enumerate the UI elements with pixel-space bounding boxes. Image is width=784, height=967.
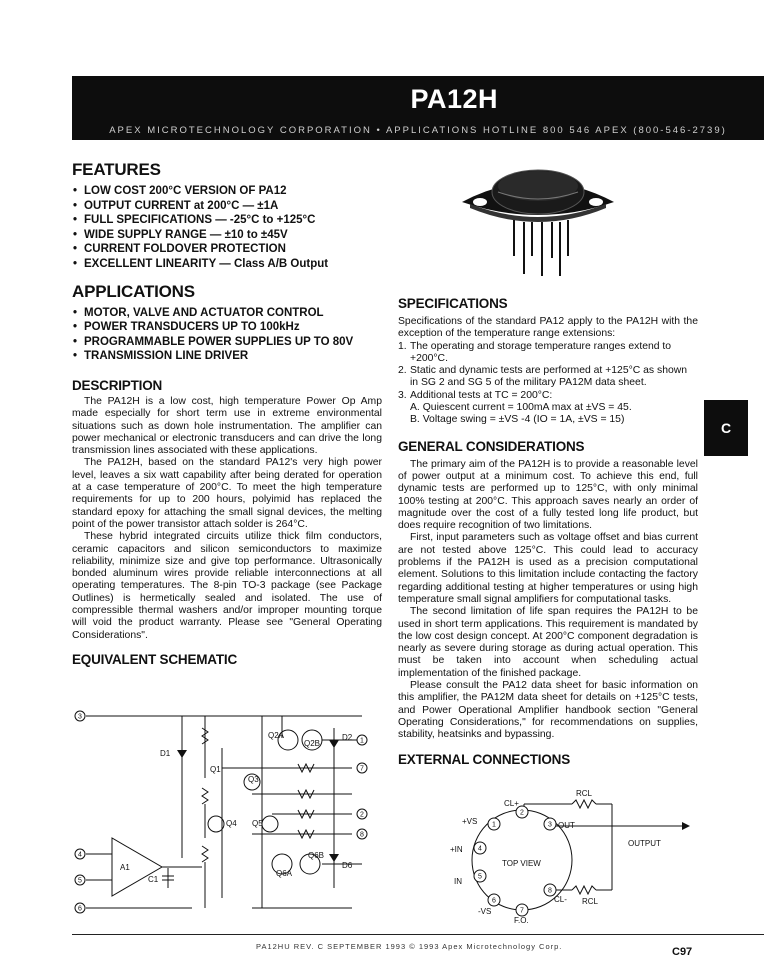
- page-number: C97: [672, 946, 693, 958]
- general-paragraph: Please consult the PA12 data sheet for basic information on this amplifier, the PA12M data sheet for details on +125°C tests, and Power Operational Amplifier handbook section "General Operating Considerations," for recommendations on supplies, stability, heatsinks and bypassing.: [398, 680, 698, 741]
- connection-label: -VS: [478, 907, 492, 916]
- connection-label: IN: [454, 877, 462, 886]
- applications-list: [72, 306, 382, 364]
- pin-number: 1: [492, 821, 496, 829]
- feature-item: • LOW COST 200°C VERSION OF PA12: [72, 184, 382, 199]
- connection-label: TOP VIEW: [502, 859, 541, 868]
- spec-item: 1. The operating and storage temperature ranges extend to +200°C.: [398, 340, 672, 364]
- pin-number: 5: [478, 873, 482, 881]
- pin-number: 7: [520, 907, 524, 915]
- pin-label: 8: [360, 831, 364, 839]
- component-label: A1: [120, 863, 130, 872]
- connection-label: F.O.: [514, 916, 529, 925]
- header-banner: [72, 76, 764, 140]
- component-label: Q2A: [268, 731, 285, 740]
- general-considerations-heading: GENERAL CONSIDERATIONS: [398, 438, 585, 454]
- general-paragraph: The primary aim of the PA12H is to provide a reasonable level of power output at a minimum cost. To achieve this end, full dynamic tests are performed up to 125°C, with only minimal 100% testing at 200°C. This approach saves nearly an order of magnitude over the cost of a fully tested long life product, but does require recognition of two limitations.: [398, 458, 698, 532]
- pin-number: 2: [520, 809, 524, 817]
- component-label: Q5: [252, 819, 263, 828]
- pin-number: 8: [548, 887, 552, 895]
- footer-revision: PA12HU REV. C SEPTEMBER 1993 © 1993 Apex Microtechnology Corp.: [256, 942, 563, 951]
- spec-item: 3. Additional tests at TC = 200°C:: [398, 389, 553, 401]
- description-heading: DESCRIPTION: [72, 377, 163, 393]
- applications-heading: APPLICATIONS: [72, 281, 195, 301]
- footer-divider: [72, 934, 764, 935]
- application-item: • TRANSMISSION LINE DRIVER: [72, 349, 382, 364]
- specifications-intro: Specifications of the standard PA12 apply to the PA12H with the exception of the temperature range extensions:: [398, 316, 698, 340]
- component-label: C1: [148, 875, 159, 884]
- description-paragraph: These hybrid integrated circuits utilize thick film conductors, ceramic capacitors and silicon semiconductors to maximize reliability, minimize size and give top performance. Ultrasonically bonded aluminum wires provide reliable interconnections at all operating temperatures. The 8-pin TO-3 package (see Package Outlines) is hermetically sealed and isolated. The use of compressible thermal washers and/or improper mounting torque will void the product warranty. Please see "General Operating Considerations".: [72, 531, 382, 641]
- connection-label: +IN: [450, 845, 463, 854]
- company-strip: APEX MICROTECHNOLOGY CORPORATION • APPLICATIONS HOTLINE 800 546 APEX (800-546-2739): [109, 125, 727, 136]
- features-heading: FEATURES: [72, 160, 161, 179]
- connection-label: RCL: [582, 897, 599, 906]
- pin-number: 4: [478, 845, 482, 853]
- product-title: PA12H: [410, 84, 498, 114]
- external-connections-heading: EXTERNAL CONNECTIONS: [398, 751, 571, 767]
- pin-label: 2: [360, 811, 364, 819]
- component-label: Q4: [226, 819, 237, 828]
- pin-label: 7: [360, 765, 364, 773]
- pin-label: 6: [78, 905, 82, 913]
- component-label: D2: [342, 733, 353, 742]
- pin-label: 4: [78, 851, 82, 859]
- specifications-list: [398, 341, 698, 427]
- description-paragraph: The PA12H, based on the standard PA12's very high power level, leaves a six watt capability after being derated for operation at a case temperature of 200°C. To meet the high temperature requirements for up to 200 hours, polyimid has replaced the standard epoxy for attaching the small signal devices, the melting point of the power transistor attach solder is 264°C.: [72, 457, 382, 530]
- application-item: • POWER TRANSDUCERS UP TO 100kHz: [72, 320, 382, 335]
- connection-label: OUTPUT: [628, 839, 661, 848]
- component-label: Q2B: [304, 739, 321, 748]
- pin-number: 3: [548, 821, 552, 829]
- features-list: [72, 184, 382, 272]
- general-paragraph: The second limitation of life span requires the PA12H to be used in short term applications. This requirement is mandated by the low cost design concept. At 200°C component degradation is nearly as severe during storage as during actual operation. This must be taken into account when scheduling actual implementation of the finished package.: [398, 606, 698, 679]
- feature-item: • WIDE SUPPLY RANGE — ±10 to ±45V: [72, 228, 382, 243]
- component-label: D6: [342, 861, 353, 870]
- feature-item: • OUTPUT CURRENT at 200°C — ±1A: [72, 199, 382, 214]
- specifications-heading: SPECIFICATIONS: [398, 296, 508, 311]
- spec-subitem: B. Voltage swing = ±VS -4 (IO = 1A, ±VS = 15): [410, 414, 625, 426]
- component-label: D1: [160, 749, 171, 758]
- feature-item: • CURRENT FOLDOVER PROTECTION: [72, 242, 382, 257]
- connection-label: CL-: [554, 895, 567, 904]
- general-paragraph: First, input parameters such as voltage offset and bias current are not tested above 125°C. This could lead to accuracy problems if the PA12H is used as a precision computational element. Solutions to this limitation include contacting the factory regarding additional testing at higher temperatures or using high temperature small signal amplifiers for computational tasks.: [398, 532, 698, 605]
- application-item: • PROGRAMMABLE POWER SUPPLIES UP TO 80V: [72, 335, 382, 350]
- spec-item: 2. Static and dynamic tests are performed at +125°C as shown in SG 2 and SG 5 of the military PA12M data sheet.: [398, 365, 688, 389]
- section-tab: C: [704, 400, 748, 456]
- pin-label: 5: [78, 877, 82, 885]
- component-label: Q1: [210, 765, 221, 774]
- connection-label: RCL: [576, 789, 593, 798]
- feature-item: • EXCELLENT LINEARITY — Class A/B Output: [72, 257, 382, 272]
- connection-label: CL+: [504, 799, 519, 808]
- pin-label: 3: [78, 713, 82, 721]
- schematic-heading: EQUIVALENT SCHEMATIC: [72, 651, 238, 667]
- feature-item: • FULL SPECIFICATIONS — -25°C to +125°C: [72, 213, 382, 228]
- component-label: Q6B: [308, 851, 325, 860]
- pin-number: 6: [492, 897, 496, 905]
- connection-label: +VS: [462, 817, 478, 826]
- spec-subitem: A. Quiescent current = 100mA max at ±VS = 45.: [410, 402, 632, 414]
- left-column: [72, 160, 382, 667]
- description-paragraph: The PA12H is a low cost, high temperature Power Op Amp made especially for short term use in extreme environmental situations such as down hole instrumentation. The amplifier can power mechanical or electronic transducers and can drive the long transmission lines associated with these applications.: [72, 395, 382, 457]
- equivalent-schematic-diagram: [72, 708, 382, 918]
- to3-package-illustration: [452, 164, 624, 284]
- component-label: Q3: [248, 775, 259, 784]
- component-label: Q6A: [276, 869, 293, 878]
- pin-label: 1: [360, 737, 364, 745]
- right-column: [398, 296, 698, 767]
- connection-label: OUT: [558, 821, 575, 830]
- external-connections-diagram: [442, 780, 692, 925]
- application-item: • MOTOR, VALVE AND ACTUATOR CONTROL: [72, 306, 382, 321]
